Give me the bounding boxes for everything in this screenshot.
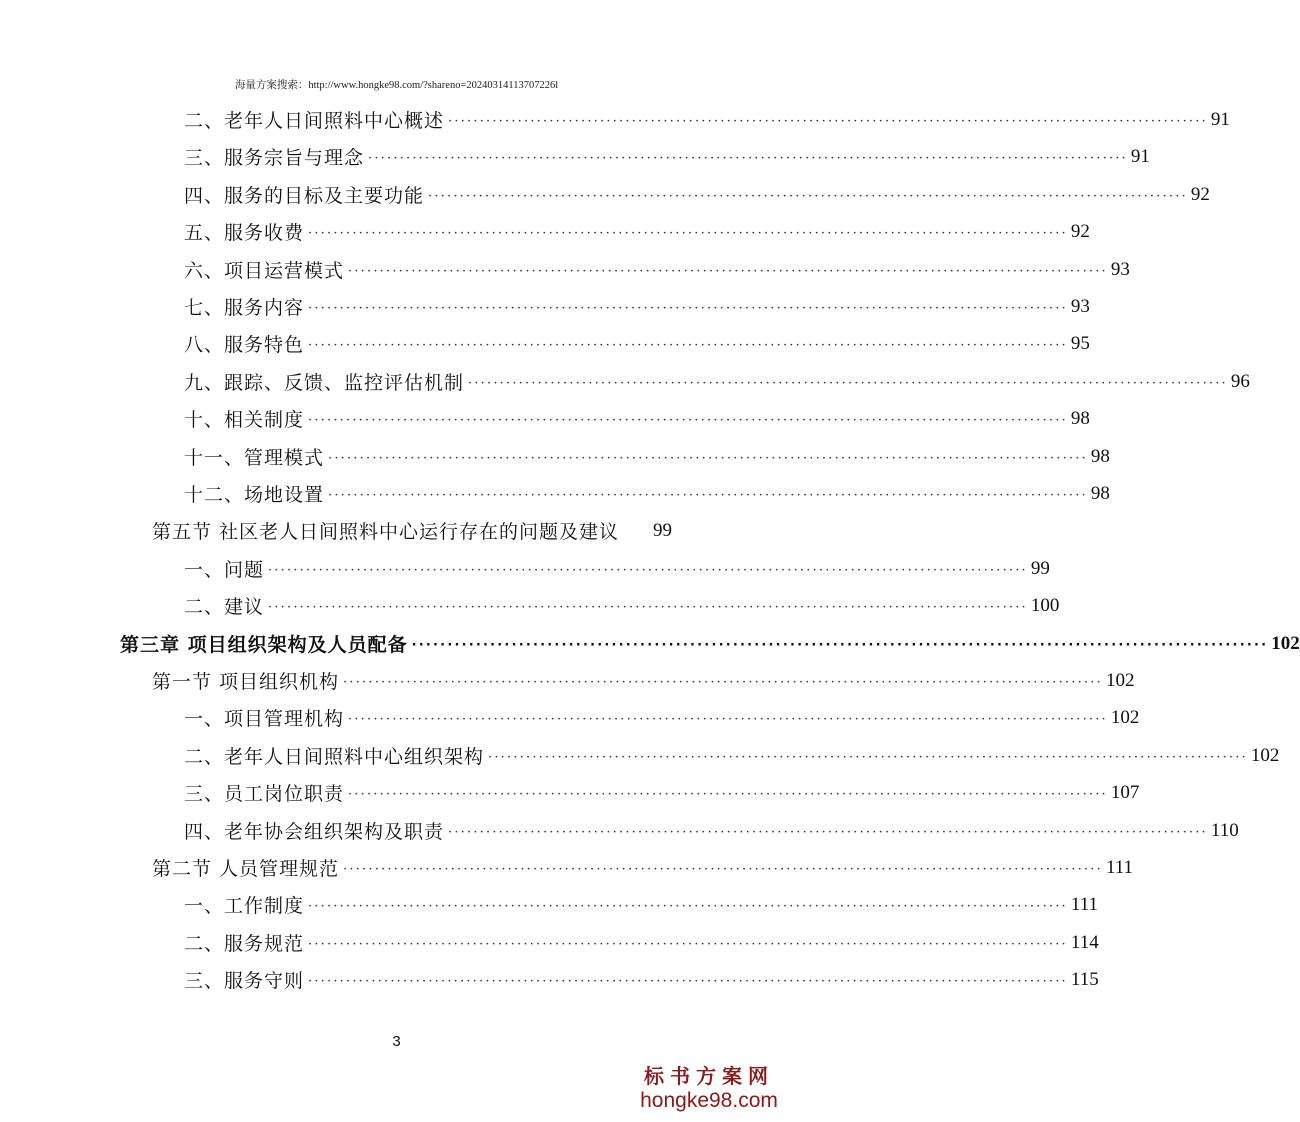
toc-entry-page: 98	[1090, 445, 1110, 467]
toc-entry-title: 第三章 项目组织架构及人员配备	[120, 634, 408, 656]
toc-entry-title: 七、服务内容	[184, 297, 305, 319]
toc-entry-page: 93	[1110, 258, 1130, 280]
toc-entry-title: 第二节 人员管理规范	[152, 858, 340, 880]
toc-dot-leader: ························································································································	[308, 413, 1068, 428]
toc-entry[interactable]	[184, 251, 1130, 288]
toc-entry[interactable]	[184, 363, 1250, 400]
toc-entry-title: 十二、场地设置	[184, 484, 325, 506]
toc-dot-leader: ························································································································	[348, 712, 1108, 727]
toc-dot-leader: ························································································································	[268, 600, 1028, 615]
toc-entry-title: 九、跟踪、反馈、监控评估机制	[184, 372, 465, 394]
toc-dot-leader: ························································································································	[448, 114, 1208, 129]
toc-dot-leader: ························································································································	[488, 750, 1248, 765]
toc-entry-title: 二、老年人日间照料中心组织架构	[184, 746, 485, 768]
toc-dot-leader: ························································································································	[268, 563, 1028, 578]
toc-entry-page: 114	[1070, 931, 1099, 953]
page-number: 3	[392, 1033, 401, 1050]
toc-dot-leader: ························································································································	[343, 675, 1103, 690]
toc-entry-page: 91	[1210, 108, 1230, 130]
toc-entry-page: 91	[1130, 145, 1150, 167]
toc-entry[interactable]	[184, 737, 1280, 774]
toc-entry-page: 95	[1070, 332, 1090, 354]
toc-dot-leader: ························································································································	[348, 264, 1108, 279]
toc-entry-page: 98	[1090, 482, 1110, 504]
toc-entry-title: 一、工作制度	[184, 895, 305, 917]
toc-entry-title: 二、老年人日间照料中心概述	[184, 110, 445, 132]
toc-entry[interactable]	[152, 849, 1134, 886]
toc-entry-title: 第五节 社区老人日间照料中心运行存在的问题及建议	[152, 521, 620, 543]
toc-dot-leader: ························································································································	[308, 301, 1068, 316]
header-url: 海量方案搜索：http://www.hongke98.com/?shareno=20240314113707226l	[234, 80, 559, 91]
toc-entry-title: 二、服务规范	[184, 933, 305, 955]
toc-entry[interactable]	[184, 924, 1099, 961]
toc-entry[interactable]	[152, 662, 1135, 699]
toc-entry-page: 107	[1110, 781, 1140, 803]
toc-entry-page: 92	[1190, 183, 1210, 205]
toc-entry[interactable]	[120, 625, 1300, 662]
toc-dot-leader: ························································································································	[328, 451, 1088, 466]
toc-dot-leader: ························································································································	[348, 787, 1108, 802]
toc-dot-leader: ························································································································	[448, 825, 1208, 840]
toc-entry-title: 十一、管理模式	[184, 447, 325, 469]
toc-entry[interactable]	[184, 774, 1140, 811]
toc-entry-page: 110	[1210, 819, 1239, 841]
toc-entry-page: 99	[653, 519, 672, 541]
toc-entry[interactable]	[184, 550, 1050, 587]
toc-dot-leader: ························································································································	[328, 488, 1088, 503]
toc-entry[interactable]	[184, 475, 1110, 512]
toc-entry-title: 十、相关制度	[184, 409, 305, 431]
toc-entry-title: 五、服务收费	[184, 222, 305, 244]
toc-entry[interactable]	[184, 288, 1090, 325]
toc-dot-leader: ························································································································	[308, 226, 1068, 241]
toc-entry-page: 98	[1070, 407, 1090, 429]
toc-entry-title: 第一节 项目组织机构	[152, 671, 340, 693]
watermark-logo	[639, 1064, 779, 1114]
toc-entry-page: 102	[1250, 744, 1280, 766]
toc-dot-leader: ························································································································	[468, 376, 1228, 391]
toc-entry-page: 111	[1070, 893, 1098, 915]
toc-entry[interactable]	[184, 961, 1099, 998]
toc-entry-title: 四、老年协会组织架构及职责	[184, 821, 445, 843]
toc-entry-title: 八、服务特色	[184, 334, 305, 356]
toc-dot-leader: ························································································································	[308, 974, 1068, 989]
toc-entry[interactable]	[184, 138, 1150, 175]
toc-entry[interactable]	[184, 438, 1110, 475]
toc-entry-title: 六、项目运营模式	[184, 260, 345, 282]
toc-dot-leader: ························································································································	[308, 899, 1068, 914]
toc-dot-leader: ························································································································	[308, 937, 1068, 952]
toc-entry-page: 99	[1030, 557, 1050, 579]
toc-dot-leader: ························································································································	[368, 151, 1128, 166]
toc-entry[interactable]	[184, 400, 1090, 437]
watermark-cn: 标书方案网	[644, 1064, 774, 1088]
toc-entry-title: 三、服务宗旨与理念	[184, 147, 365, 169]
toc-entry-title: 三、服务守则	[184, 970, 305, 992]
toc-entry-title: 四、服务的目标及主要功能	[184, 185, 425, 207]
toc-dot-leader: ························································································································	[343, 862, 1103, 877]
toc-entry[interactable]	[184, 101, 1230, 138]
toc-entry[interactable]	[184, 587, 1060, 624]
toc-entry-page: 96	[1230, 370, 1250, 392]
toc-entry-title: 三、员工岗位职责	[184, 783, 345, 805]
watermark-en: hongke98.com	[640, 1089, 778, 1112]
toc-entry-page: 93	[1070, 295, 1090, 317]
toc-entry[interactable]	[184, 812, 1239, 849]
toc-entry-title: 二、建议	[184, 596, 265, 618]
toc-entry[interactable]	[184, 213, 1090, 250]
toc-dot-leader: ························································································································	[308, 338, 1068, 353]
toc-entry-page: 102	[1105, 669, 1135, 691]
toc-dot-leader: ························································································································	[428, 189, 1188, 204]
toc-entry[interactable]	[184, 176, 1210, 213]
toc-dot-leader: ························································································································	[411, 638, 1269, 653]
toc-entry-page: 111	[1105, 856, 1134, 878]
toc-entry[interactable]	[184, 325, 1090, 362]
toc-entry-page: 102	[1271, 632, 1300, 654]
toc-entry-page: 102	[1110, 706, 1140, 728]
toc-entry-title: 一、项目管理机构	[184, 708, 345, 730]
toc-entry-page: 115	[1070, 968, 1099, 990]
toc-entry-title: 一、问题	[184, 559, 265, 581]
toc-entry-page: 92	[1070, 220, 1090, 242]
toc-entry[interactable]	[184, 699, 1140, 736]
toc-entry-page: 100	[1030, 594, 1060, 616]
toc-entry[interactable]	[152, 512, 672, 549]
toc-entry[interactable]	[184, 886, 1098, 923]
